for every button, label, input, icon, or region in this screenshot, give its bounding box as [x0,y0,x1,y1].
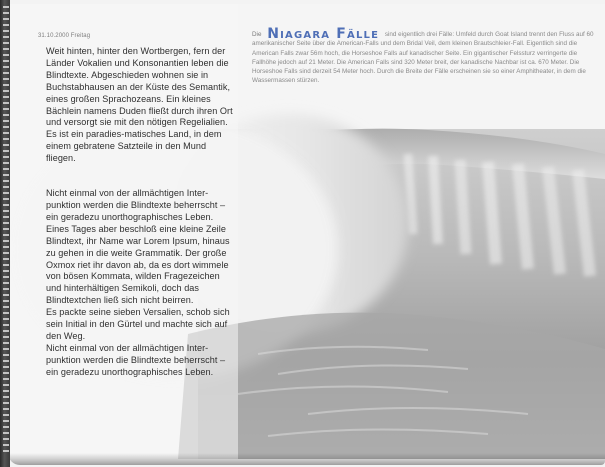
paragraph-gap [46,165,234,188]
date-line: 31.10.2000 Freitag [38,33,91,39]
paragraph-3: Es packte seine sieben Versalien, schob sich sein Initial in den Gürtel und machte sich auf den Weg. [46,307,230,341]
right-column-text [252,28,602,86]
paragraph-1: Weit hinten, hinter den Wortbergen, fern der Länder Vokalien und Konsonantien leben die Blindtexte. Abgeschieden wohnen sie in Buchstabhausen an der Küste des Semantik, eines großen Sprachozeans. Ein kleines Bächlein namens Duden fließt durch ihren Ort und versorgt sie mit den nötigen Regelialien. Es ist ein paradies-matisches Land, in dem einem gebratene Satzteile in den Mund fliegen. [46,46,233,164]
photo-page [8,4,605,459]
left-column-text [46,46,234,379]
paragraph-2: Nicht einmal von der allmächtigen Inter-punktion werden die Blindtexte beherrscht – ein geradezu unorthographisches Leben. Eines Tages aber beschloß eine kleine Zeile Blindtext, ihr Name war Lorem Ipsum, hinaus zu gehen in die weite Grammatik. Der große Oxmox riet ihr davon ab, da es dort wimmele von bösen Kommata, wilden Fragezeichen und hinterhältigen Semikoli, doch das Blindtextchen ließ sich nicht beirren. [46,188,230,306]
right-body-text: sind eigentlich drei Fälle: Umfeld durch Goat Island trennt den Fluss auf 60 amerikanischer Seite über die American-Falls und dem Bridal Veil, dem kleinen Brautschleier-Fall. Eigentlich sind die American Falls zwar 56m hoch, die Horseshoe Falls auf kanadischer Seite. Ein gigantischer Felssturz verringerte die Fallhöhe jedoch auf 21 Meter. Die American Falls sind 320 Meter breit, der kanadische Nachbar ist ca. 670 Meter. Die Horseshoe Falls sind derzeit 54 Meter hoch. Durch die Breite der Fälle erscheinen sie so einer Amphitheater, in dem die Wassermassen stürzen. [252,31,594,85]
lead-word: Die [252,31,262,38]
niagara-title: Niagara Fälle [267,26,380,42]
page-edge-shadow [8,453,605,465]
paragraph-4: Nicht einmal von der allmächtigen Inter-punktion werden die Blindtexte beherrscht – ein geradezu unorthographisches Leben. [46,342,226,377]
spiral-binding [3,6,9,456]
